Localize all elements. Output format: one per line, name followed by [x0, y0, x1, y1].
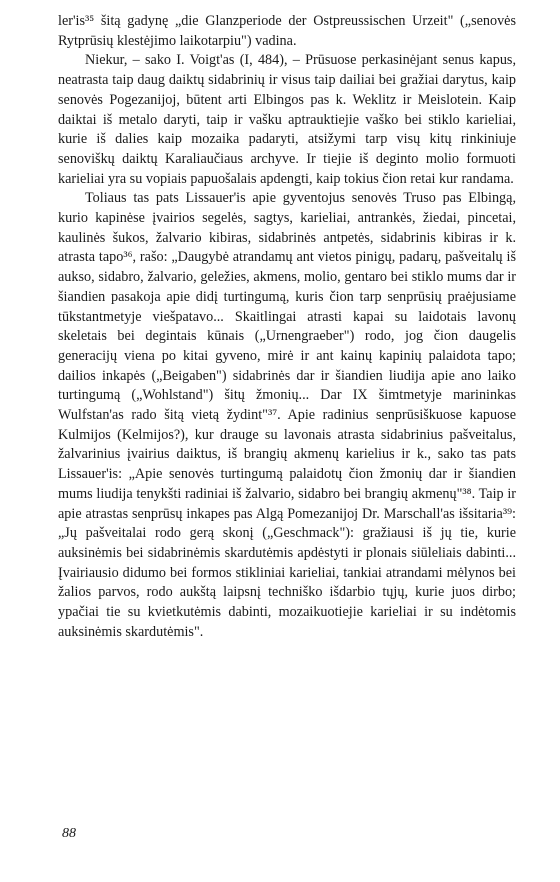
- paragraph-2: Niekur, – sako I. Voigt'as (I, 484), – Prūsuose perkasinėjant senus kapus, neatrasta taip daug daiktų sidabrinių ir visus taip dailiai bei gražiai darytus, kaip senovės Pogezanijoj, būtent arti Elbingos pas k. Weklitz ir Meislotein. Kaip daiktai iš metalo daryti, taip ir vašku aptrauktiejie vaško bei stiklo karieliai, kurie iš dalies kaip mozaika padaryti, atsižymi tarp visų kitų rinkiniuje senoviškų daiktų Karaliaučiaus archyve. Ir tiejie iš deginto molio formuoti karieliai yra su vopiais papuošalais apdengti, kaip tokius čion retai kur randama.: [58, 52, 516, 187]
- page-number: 88: [62, 826, 76, 841]
- body-text: [58, 12, 516, 643]
- paragraph-1: ler'is³⁵ šitą gadynę „die Glanzperiode der Ostpreussischen Urzeit" („senovės Rytprūsių klestėjimo laikotarpiu") vadina.: [58, 13, 516, 49]
- paragraph-3: Toliaus tas pats Lissauer'is apie gyventojus senovės Truso pas Elbingą, kurio kapinėse įvairios segelės, sagtys, karieliai, antrankės, žiedai, pincetai, kaulinės šukos, žalvario kibiras, sidabrinės antpetės, sidabrinis kibiras ir k. atrasta tapo³⁶, rašo: „Daugybė atrandamų ant vietos pinigų, padarų, pašveitalų iš aukso, sidabro, žalvario, geležies, akmens, molio, gentaro bei stiklo mums dar ir šiandien pasakoja apie didį turtingumą, kuris čion tarp senprūsių praėjusiame tūkstantmetyje viešpatavo... Skaitlingai atrasti kapai su laidotais lavonų skeletais bei degintais kūnais („Urnengraeber") rodo, jog čion daugelis generacijų viena po kitai gyveno, mirė ir ant kainų kapinių palaidota tapo; dailios inkapės („Beigaben") sidabrinės dar ir šiandien liudija apie ano laiko turtingumą („Wohlstand") šitų žmonių... Dar IX šimtmetyje marininkas Wulfstan'as rado šitą vietą žydint"³⁷. Apie radinius senprūsiškuose kapuose Kulmijos (Kelmijos?), kur drauge su lavonais atrasta sidabrinius pašveitalus, žalvarinius įvairius daiktus, iš brangių akmenų karielius ir k., sako tas pats Lissauer'is: „Apie senovės turtingumą palaidotų čion žmonių dar ir šiandien mums liudija tenykšti radiniai iš žalvario, sidabro bei brangių akmenų"³⁸. Taip ir apie atrastas senprūsų inkapes pas Algą Pomezanijoj Dr. Marschall'as išsitaria³⁹: „Jų pašveitalai rodo gerą skonį („Geschmack"): gražiausi iš jų tie, kurie auksinėmis bei sidabrinėmis skardutėmis apdėstyti ir plonais siūleliais dabinti... Įvairiausio didumo bei formos stikliniai karieliai, tankiai atrandami mėlynos bei žalios parvos, rodo aukštą laipsnį techniško išdarbio tųjų, kurie juos dirbo; ypačiai tie su kvietkutėmis dabinti, mozaikuotiejie karieliai ir su indėtomis auksinėmis skardutėmis".: [58, 190, 516, 640]
